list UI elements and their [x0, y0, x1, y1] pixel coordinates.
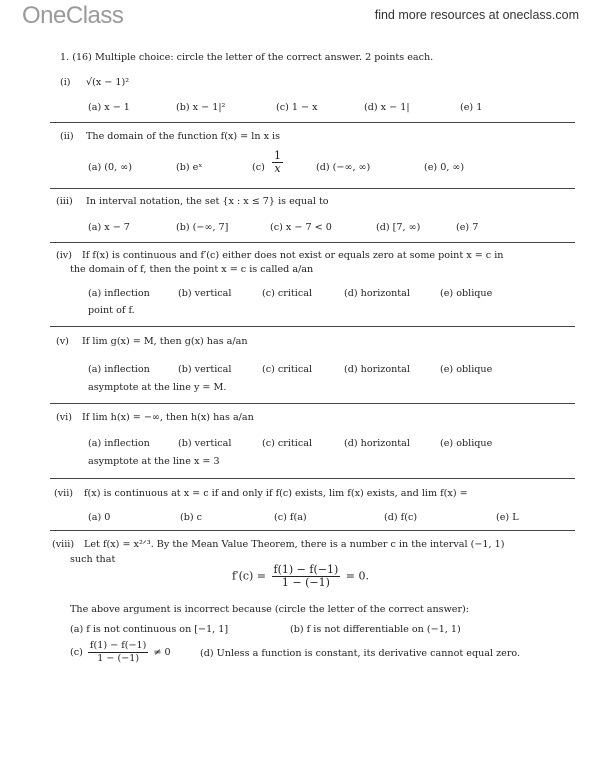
option-iv-b[interactable]: (b) vertical — [178, 288, 232, 299]
option-v-b[interactable]: (b) vertical — [178, 364, 232, 375]
part-i-prompt: √(x − 1)² — [86, 77, 130, 88]
option-iii-a[interactable]: (a) x − 7 — [88, 222, 130, 233]
option-i-b[interactable]: (b) x − 1|² — [176, 102, 226, 113]
option-v-d[interactable]: (d) horizontal — [344, 364, 410, 375]
part-vii-number: (vii) — [54, 488, 74, 499]
header-tagline[interactable]: find more resources at oneclass.com — [374, 8, 579, 22]
option-ii-a[interactable]: (a) (0, ∞) — [88, 162, 132, 173]
part-vi-number: (vi) — [56, 412, 72, 423]
part-v-number: (v) — [56, 336, 69, 347]
part-iii-number: (iii) — [56, 196, 73, 207]
option-viii-d[interactable]: (d) Unless a function is constant, its derivative cannot equal zero. — [200, 648, 521, 659]
option-vi-a[interactable]: (a) inflection — [88, 438, 150, 449]
option-vii-c[interactable]: (c) f(a) — [274, 512, 307, 523]
option-iv-c[interactable]: (c) critical — [262, 288, 313, 299]
divider — [50, 326, 575, 327]
option-v-e[interactable]: (e) oblique — [440, 364, 493, 375]
option-vi-e[interactable]: (e) oblique — [440, 438, 493, 449]
part-ii-number: (ii) — [60, 131, 74, 142]
option-v-a[interactable]: (a) inflection — [88, 364, 150, 375]
option-ii-c[interactable]: (c) — [252, 162, 265, 173]
mvt-equation: f′(c) = $\frac{f(1) - f(-1)}{1 - (-1)}$ = 0. — [232, 563, 369, 589]
option-iv-a[interactable]: (a) inflection — [88, 288, 150, 299]
divider — [50, 403, 575, 404]
option-vi-d[interactable]: (d) horizontal — [344, 438, 410, 449]
option-v-c[interactable]: (c) critical — [262, 364, 313, 375]
option-vi-b[interactable]: (b) vertical — [178, 438, 232, 449]
option-vii-b[interactable]: (b) c — [180, 512, 203, 523]
option-ii-c-fraction: $\frac{1}{x}$ — [274, 149, 281, 175]
part-vii-prompt: f(x) is continuous at x = c if and only if f(c) exists, lim f(x) exists, and lim f(x) = — [84, 488, 468, 499]
divider — [50, 188, 575, 189]
divider — [50, 122, 575, 123]
option-iv-d[interactable]: (d) horizontal — [344, 288, 410, 299]
option-vii-a[interactable]: (a) 0 — [88, 512, 111, 523]
part-i-number: (i) — [60, 77, 71, 88]
option-iii-e[interactable]: (e) 7 — [456, 222, 479, 233]
option-iv-e[interactable]: (e) oblique — [440, 288, 493, 299]
option-ii-e[interactable]: (e) 0, ∞) — [424, 162, 465, 173]
divider — [50, 242, 575, 243]
option-viii-a[interactable]: (a) f is not continuous on [−1, 1] — [70, 624, 229, 635]
option-i-a[interactable]: (a) x − 1 — [88, 102, 130, 113]
part-iv-tail: point of f. — [88, 305, 135, 316]
divider — [50, 530, 575, 531]
option-ii-d[interactable]: (d) (−∞, ∞) — [316, 162, 371, 173]
part-iv-line1: If f(x) is continuous and f′(c) either does not exist or equals zero at some point x = c in — [82, 250, 504, 261]
part-viii-line1: Let f(x) = x²ᐟ³. By the Mean Value Theorem, there is a number c in the interval (−1, 1) — [84, 539, 505, 550]
part-viii-note: The above argument is incorrect because (circle the letter of the correct answer): — [70, 604, 470, 615]
part-viii-number: (viii) — [52, 539, 75, 550]
option-iii-c[interactable]: (c) x − 7 < 0 — [270, 222, 332, 233]
part-iv-line2: the domain of f, then the point x = c is called a/an — [70, 264, 314, 275]
question-instruction: 1. (16) Multiple choice: circle the letter of the correct answer. 2 points each. — [60, 52, 434, 63]
option-vi-c[interactable]: (c) critical — [262, 438, 313, 449]
part-iv-number: (iv) — [56, 250, 72, 261]
option-viii-b[interactable]: (b) f is not differentiable on (−1, 1) — [290, 624, 461, 635]
part-iii-prompt: In interval notation, the set {x : x ≤ 7} is equal to — [86, 196, 329, 207]
option-vii-e[interactable]: (e) L — [496, 512, 519, 523]
part-viii-line2: such that — [70, 554, 116, 565]
option-iii-b[interactable]: (b) (−∞, 7] — [176, 222, 229, 233]
part-vi-prompt: If lim h(x) = −∞, then h(x) has a/an — [82, 412, 254, 423]
option-i-d[interactable]: (d) x − 1| — [364, 102, 410, 113]
part-v-prompt: If lim g(x) = M, then g(x) has a/an — [82, 336, 248, 347]
option-iii-d[interactable]: (d) [7, ∞) — [376, 222, 421, 233]
part-ii-prompt: The domain of the function f(x) = ln x is — [86, 131, 281, 142]
oneclass-logo[interactable]: OneClass — [22, 2, 124, 29]
option-i-e[interactable]: (e) 1 — [460, 102, 483, 113]
option-i-c[interactable]: (c) 1 − x — [276, 102, 318, 113]
part-v-tail: asymptote at the line y = M. — [88, 382, 227, 393]
option-ii-b[interactable]: (b) eˣ — [176, 162, 203, 173]
part-vi-tail: asymptote at the line x = 3 — [88, 456, 220, 467]
option-vii-d[interactable]: (d) f(c) — [384, 512, 418, 523]
option-viii-c[interactable]: (c) $\frac{f(1) - f(-1)}{1 - (-1)}$ ≠ 0 — [70, 640, 171, 664]
divider — [50, 478, 575, 479]
